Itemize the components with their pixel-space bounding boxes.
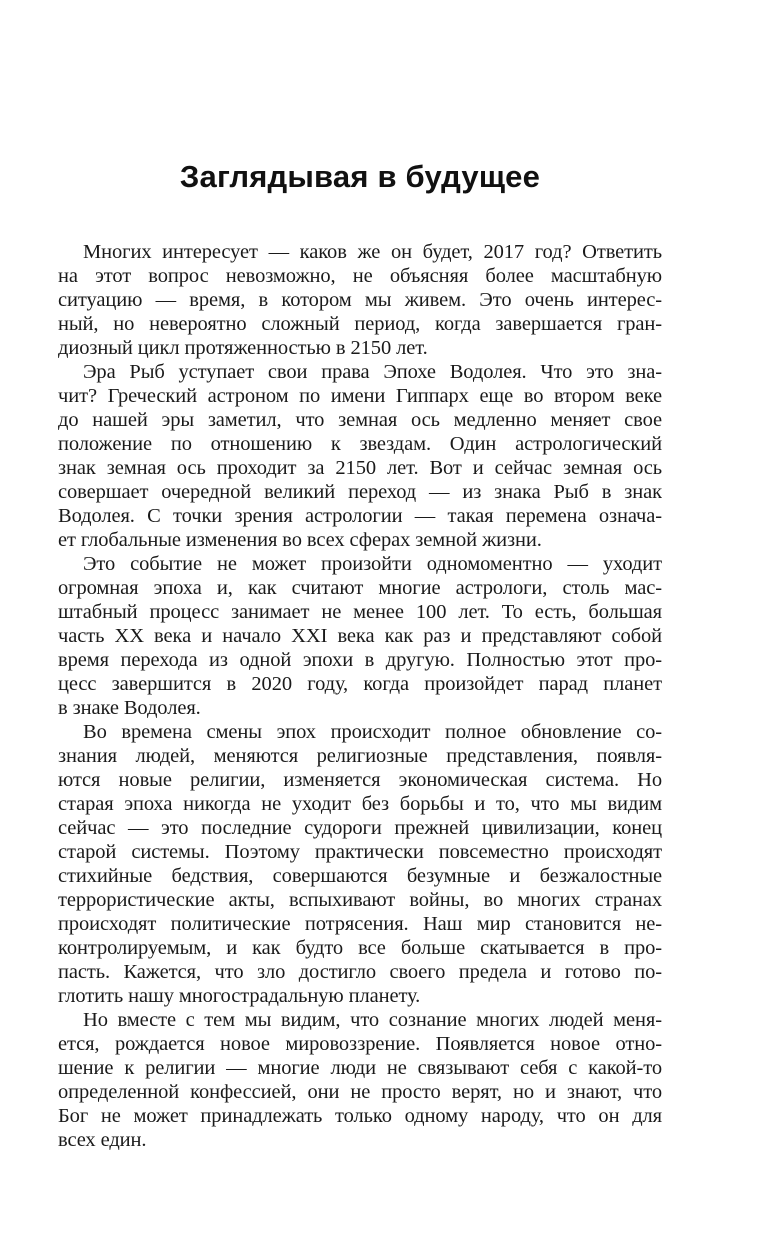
text-line: стихийные бедствия, совершаются безумные и безжалостные [58,865,662,887]
text-line: сейчас — это последние судороги прежней цивилизации, конец [58,817,662,839]
text-line: Водолея. С точки зрения астрологии — такая перемена означа- [58,505,662,527]
text-line: глотить нашу многострадальную планету. [58,985,421,1007]
text-line: время перехода из одной эпохи в другую. Полностью этот про- [58,649,662,671]
paragraph [58,240,662,360]
text-line: Бог не может принадлежать только одному народу, что он для [58,1105,662,1127]
text-line: ситуацию — время, в котором мы живем. Это очень интерес- [58,289,662,311]
text-line: Но вместе с тем мы видим, что сознание многих людей меня- [83,1009,662,1031]
text-line: часть XX века и начало XXI века как раз и представляют собой [58,625,662,647]
text-line: контролируемым, и как будто все больше скатывается в про- [58,937,662,959]
text-line: ный, но невероятно сложный период, когда завершается гран- [58,313,662,335]
text-line: всех един. [58,1129,147,1151]
text-line: террористические акты, вспыхивают войны, во многих странах [58,889,662,911]
text-line: старая эпоха никогда не уходит без борьбы и то, что мы видим [58,793,662,815]
text-line: в знаке Водолея. [58,697,201,719]
paragraph [58,360,662,552]
text-line: чит? Греческий астроном по имени Гиппарх еще во втором веке [58,385,662,407]
body-text [58,240,662,1152]
text-line: положение по отношению к звездам. Один астрологический [58,433,662,455]
text-line: Во времена смены эпох происходит полное обновление со- [83,721,662,743]
text-line: огромная эпоха и, как считают многие астрологи, столь мас- [58,577,662,599]
text-line: знания людей, меняются религиозные представления, появля- [58,745,662,767]
text-line: старой системы. Поэтому практически повсеместно происходят [58,841,662,863]
text-line: Эра Рыб уступает свои права Эпохе Водолея. Что это зна- [83,361,662,383]
paragraph [58,552,662,720]
text-line: шение к религии — многие люди не связывают себя с какой-то [58,1057,662,1079]
text-line: определенной конфессией, они не просто верят, но и знают, что [58,1081,662,1103]
text-line: пасть. Кажется, что зло достигло своего предела и готово по- [58,961,662,983]
text-line: ет глобальные изменения во всех сферах земной жизни. [58,529,542,551]
text-line: Это событие не может произойти одномоментно — уходит [83,553,662,575]
text-line: совершает очередной великий переход — из знака Рыб в знак [58,481,662,503]
paragraph [58,720,662,1008]
text-line: до нашей эры заметил, что земная ось медленно меняет свое [58,409,662,431]
text-line: на этот вопрос невозможно, не объясняя более масштабную [58,265,662,287]
text-line: ются новые религии, изменяется экономическая система. Но [58,769,662,791]
text-line: Многих интересует — каков же он будет, 2017 год? Ответить [83,241,662,263]
text-line: ется, рождается новое мировоззрение. Появляется новое отно- [58,1033,662,1055]
text-line: происходят политические потрясения. Наш мир становится не- [58,913,662,935]
text-line: диозный цикл протяженностью в 2150 лет. [58,337,428,359]
chapter-title: Заглядывая в будущее [179,159,541,194]
paragraph [58,1008,662,1152]
text-line: цесс завершится в 2020 году, когда произойдет парад планет [58,673,662,695]
text-line: штабный процесс занимает не менее 100 лет. То есть, большая [58,601,662,623]
text-line: знак земная ось проходит за 2150 лет. Вот и сейчас земная ось [58,457,662,479]
